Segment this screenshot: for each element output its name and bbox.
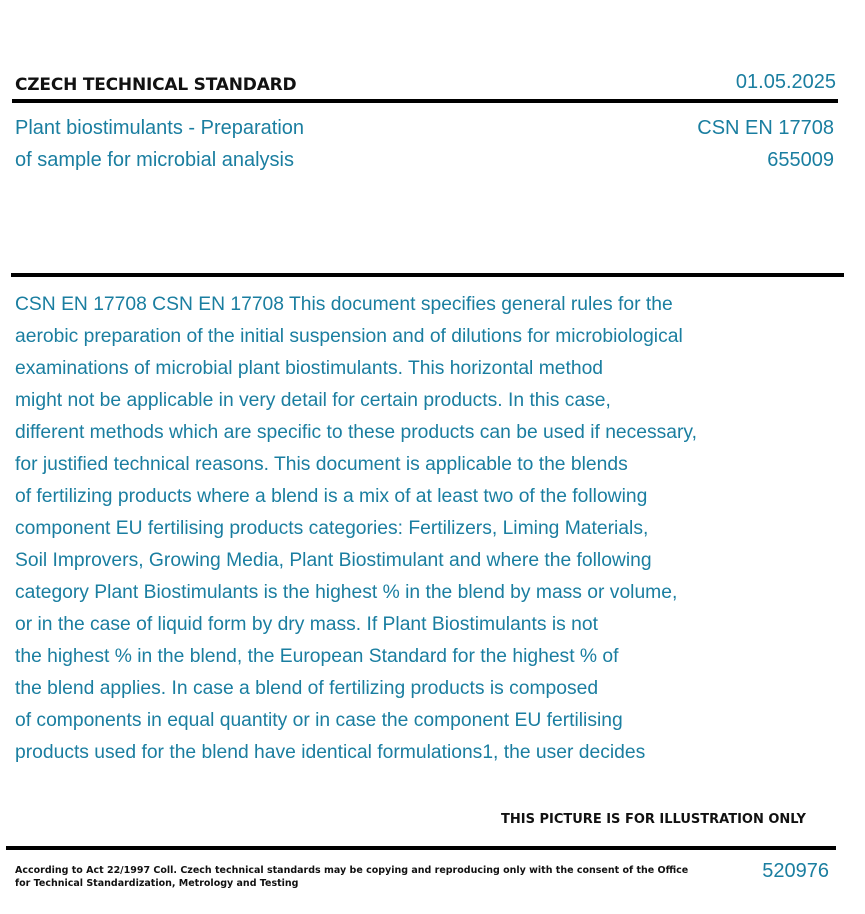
- abstract-line: of components in equal quantity or in case the component EU fertilising: [15, 710, 623, 731]
- abstract-line: component EU fertilising products categories: Fertilizers, Liming Materials,: [15, 518, 649, 539]
- standard-title-line-2: of sample for microbial analysis: [15, 149, 294, 171]
- abstract-line: examinations of microbial plant biostimulants. This horizontal method: [15, 358, 604, 379]
- header-divider: [12, 99, 838, 103]
- abstract-line: aerobic preparation of the initial suspension and of dilutions for microbiological: [15, 326, 683, 347]
- illustration-notice: THIS PICTURE IS FOR ILLUSTRATION ONLY: [501, 812, 806, 827]
- abstract-line: category Plant Biostimulants is the highest % in the blend by mass or volume,: [15, 582, 678, 603]
- abstract-line: CSN EN 17708 CSN EN 17708 This document specifies general rules for the: [15, 294, 673, 315]
- copyright-notice: [15, 864, 688, 890]
- document-number: 520976: [762, 860, 829, 882]
- footer-divider: [6, 846, 836, 850]
- abstract-line: products used for the blend have identical formulations1, the user decides: [15, 742, 646, 763]
- classification-number: 655009: [767, 149, 834, 171]
- copyright-line-2: for Technical Standardization, Metrology and Testing: [15, 878, 299, 889]
- copyright-line-1: According to Act 22/1997 Coll. Czech technical standards may be copying and reproducing only with the consent of the Office: [15, 865, 689, 876]
- standard-title-line-1: Plant biostimulants - Preparation: [15, 117, 305, 139]
- abstract-line: Soil Improvers, Growing Media, Plant Biostimulant and where the following: [15, 550, 652, 571]
- standard-code: CSN EN 17708: [697, 117, 834, 139]
- abstract-line: or in the case of liquid form by dry mass. If Plant Biostimulants is not: [15, 614, 598, 635]
- publication-date: 01.05.2025: [735, 71, 836, 93]
- abstract-line: for justified technical reasons. This document is applicable to the blends: [15, 454, 628, 475]
- abstract-text: [15, 289, 835, 769]
- document-type-title: CZECH TECHNICAL STANDARD: [15, 75, 297, 95]
- abstract-line: the highest % in the blend, the European Standard for the highest % of: [15, 646, 619, 667]
- body-divider: [11, 273, 844, 277]
- abstract-line: different methods which are specific to these products can be used if necessary,: [15, 422, 697, 443]
- abstract-line: the blend applies. In case a blend of fertilizing products is composed: [15, 678, 599, 699]
- abstract-line: of fertilizing products where a blend is a mix of at least two of the following: [15, 486, 648, 507]
- abstract-line: might not be applicable in very detail for certain products. In this case,: [15, 390, 611, 411]
